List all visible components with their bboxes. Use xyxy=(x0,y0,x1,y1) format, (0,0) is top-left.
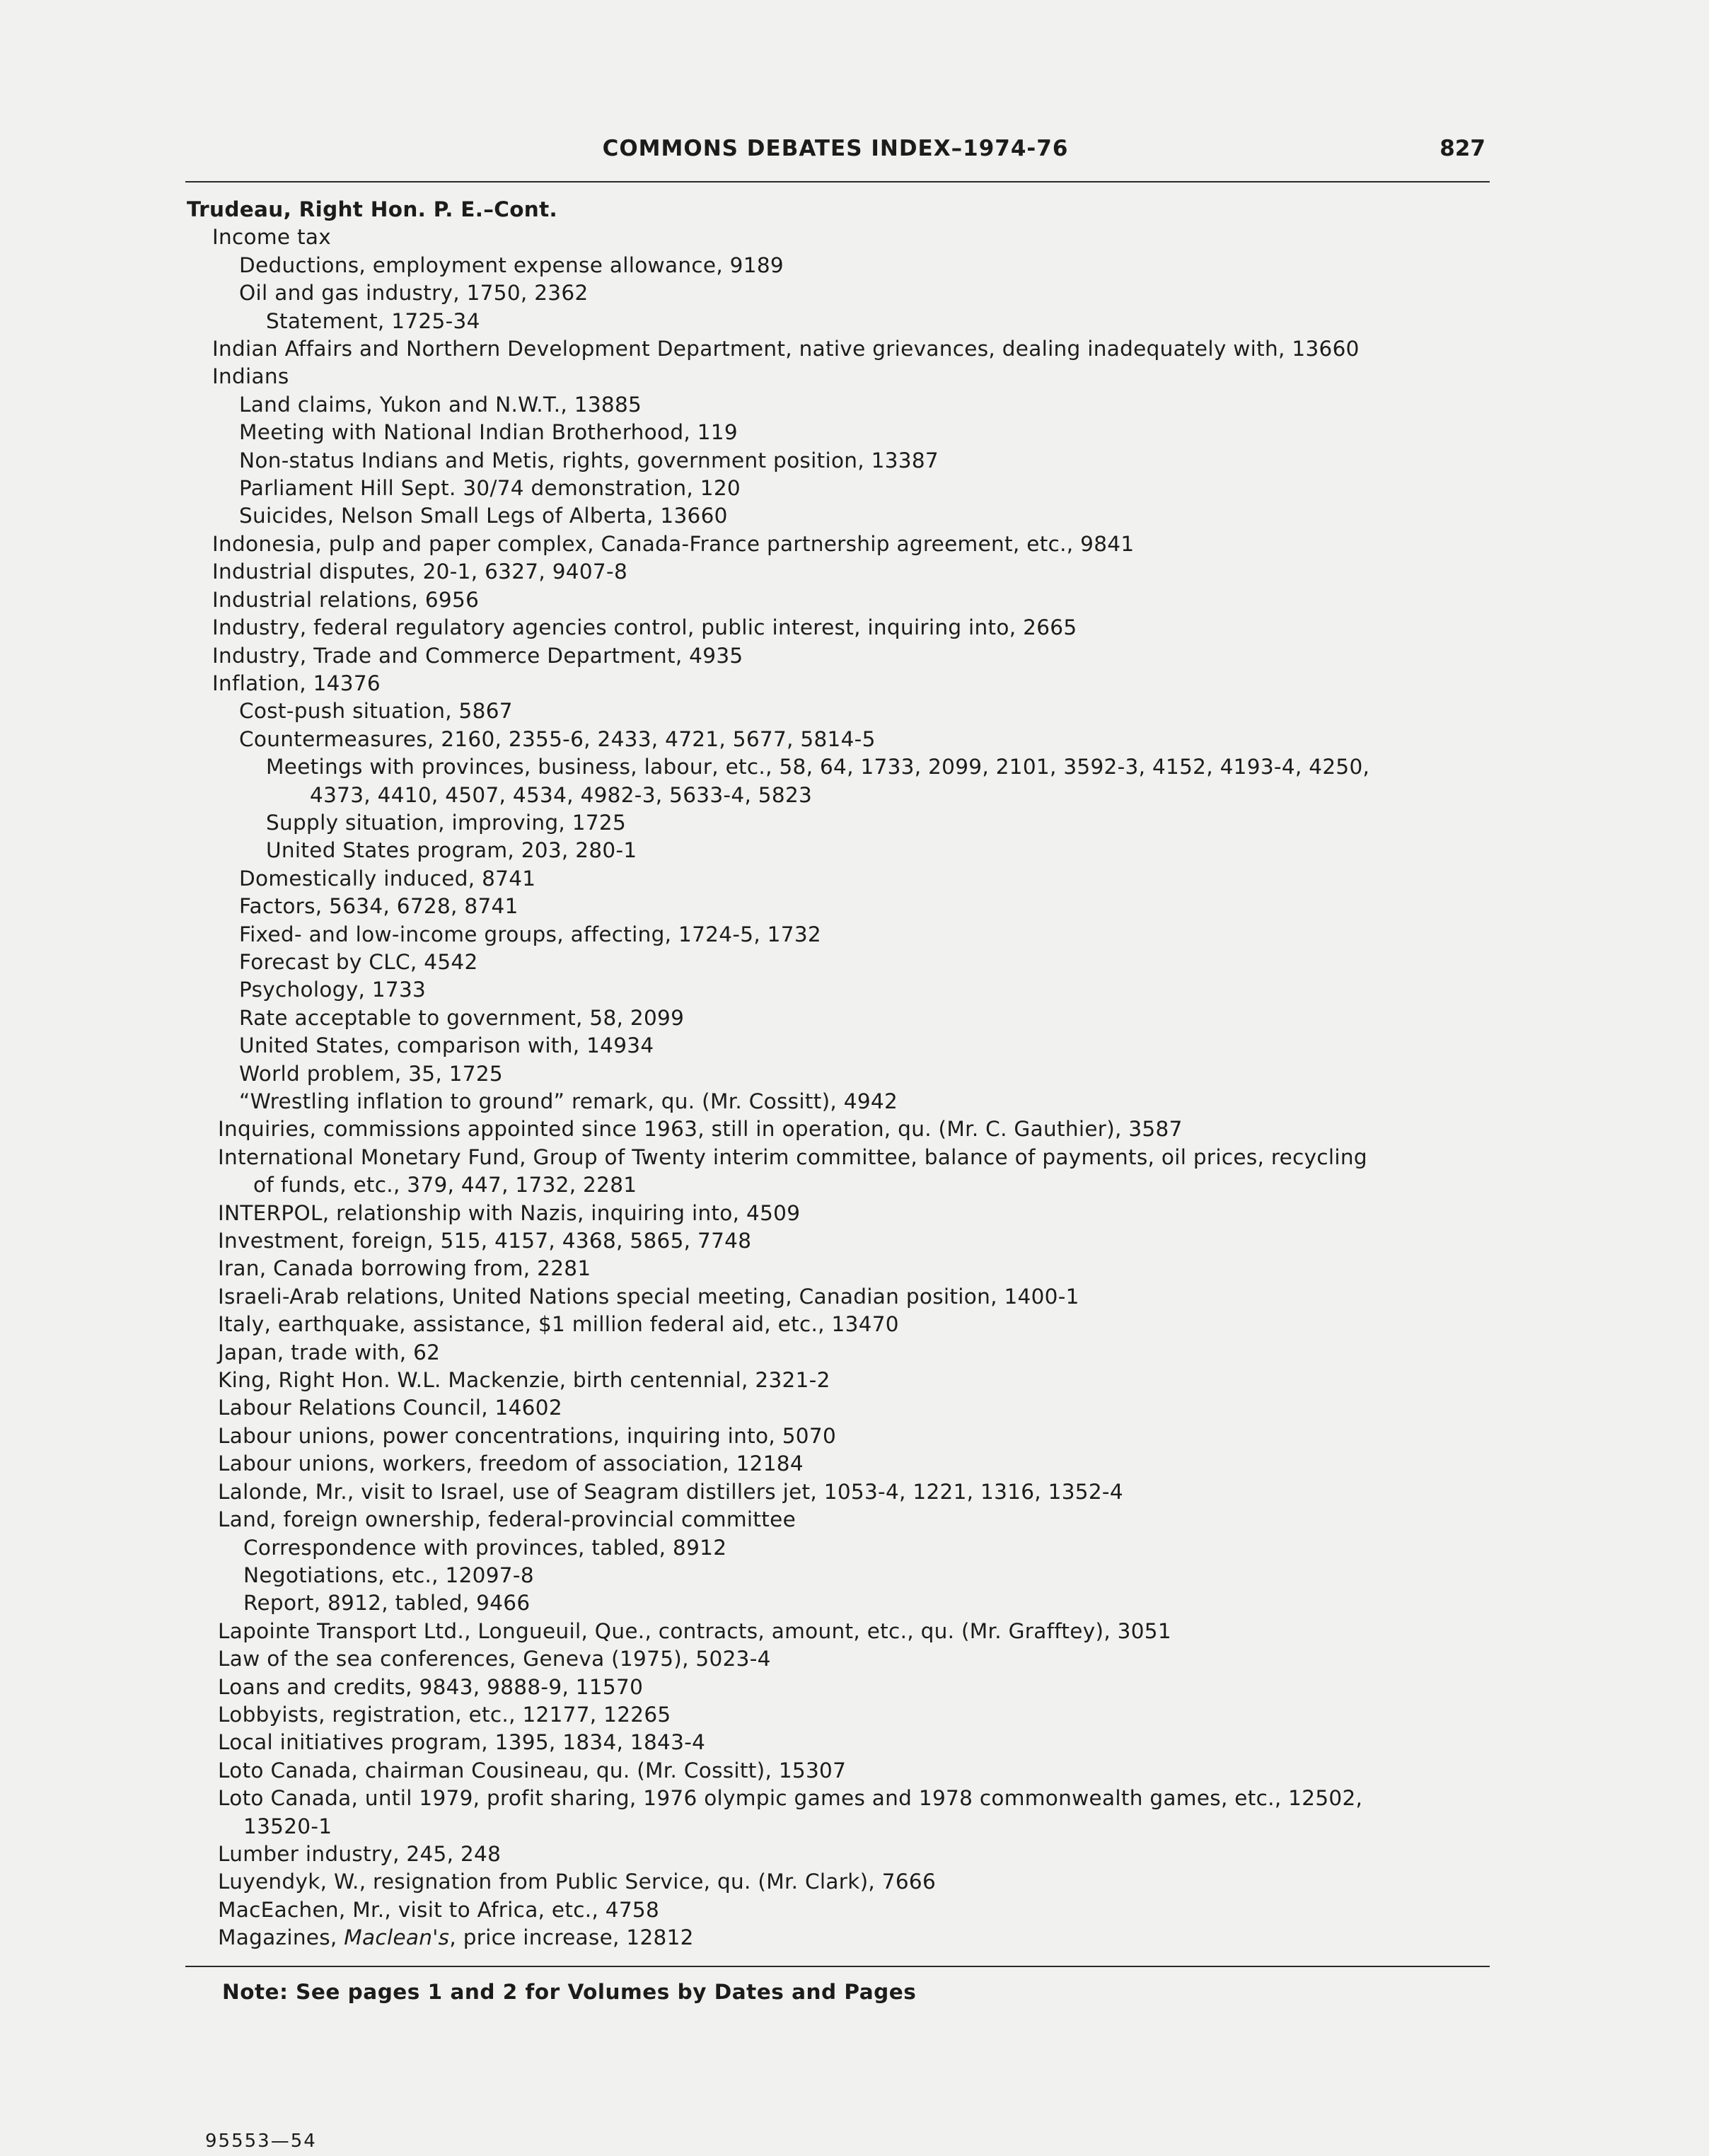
index-entry: Japan, trade with, 62 xyxy=(218,1340,441,1364)
index-entry: Supply situation, improving, 1725 xyxy=(266,810,627,835)
index-entry: Law of the sea conferences, Geneva (1975), 5023-4 xyxy=(218,1647,771,1671)
index-entry: Psychology, 1733 xyxy=(239,978,427,1002)
index-entry: Parliament Hill Sept. 30/74 demonstration, 120 xyxy=(239,476,741,501)
index-entry: 13520-1 xyxy=(243,1814,332,1838)
index-entry-magazines: Magazines, Maclean's, price increase, 12812 xyxy=(218,1925,694,1950)
index-entry: World problem, 35, 1725 xyxy=(239,1061,503,1086)
index-entry: Non-status Indians and Metis, rights, government position, 13387 xyxy=(239,448,939,473)
index-entry: Loans and credits, 9843, 9888-9, 11570 xyxy=(218,1674,644,1699)
index-entry: Fixed- and low-income groups, affecting, 1724-5, 1732 xyxy=(239,922,821,946)
index-entry: 4373, 4410, 4507, 4534, 4982-3, 5633-4, 5823 xyxy=(310,782,813,807)
index-entry: Land, foreign ownership, federal-provincial committee xyxy=(218,1507,796,1532)
index-entries xyxy=(187,196,1502,1952)
index-entry: Industry, Trade and Commerce Department, 4935 xyxy=(212,643,743,668)
volumes-note: Note: See pages 1 and 2 for Volumes by Dates and Pages xyxy=(222,1980,917,2004)
index-entry: Indians xyxy=(212,364,289,389)
index-entry: United States, comparison with, 14934 xyxy=(239,1033,654,1058)
index-entry: United States program, 203, 280-1 xyxy=(266,838,637,863)
index-entry: Oil and gas industry, 1750, 2362 xyxy=(239,281,589,306)
index-entry: Inquiries, commissions appointed since 1963, still in operation, qu. (Mr. C. Gauthier), 3587 xyxy=(218,1117,1183,1142)
index-entry: International Monetary Fund, Group of Twenty interim committee, balance of payments, oil prices, recycling xyxy=(218,1144,1367,1169)
index-heading: Trudeau, Right Hon. P. E.–Cont. xyxy=(187,197,558,221)
index-entry: Industrial relations, 6956 xyxy=(212,587,480,612)
index-entry: of funds, etc., 379, 447, 1732, 2281 xyxy=(253,1173,637,1198)
footer-code: 95553—54 xyxy=(205,2131,317,2152)
index-entry: Negotiations, etc., 12097-8 xyxy=(243,1563,534,1587)
header-rule xyxy=(185,181,1490,182)
page-number: 827 xyxy=(1439,136,1485,161)
footer-rule xyxy=(185,1966,1490,1967)
index-entry: Local initiatives program, 1395, 1834, 1843-4 xyxy=(218,1730,706,1755)
index-entry: Land claims, Yukon and N.W.T., 13885 xyxy=(239,392,642,417)
index-entry: Correspondence with provinces, tabled, 8912 xyxy=(243,1535,727,1560)
index-entry: Industrial disputes, 20-1, 6327, 9407-8 xyxy=(212,560,628,584)
index-entry: Income tax xyxy=(212,225,332,250)
index-entry: Investment, foreign, 515, 4157, 4368, 5865, 7748 xyxy=(218,1229,752,1253)
index-entry: Labour unions, power concentrations, inquiring into, 5070 xyxy=(218,1423,837,1448)
page-title: COMMONS DEBATES INDEX–1974-76 xyxy=(602,136,1069,161)
index-entry: Rate acceptable to government, 58, 2099 xyxy=(239,1005,685,1030)
index-entry: Lapointe Transport Ltd., Longueuil, Que., contracts, amount, etc., qu. (Mr. Grafftey), 3051 xyxy=(218,1618,1171,1643)
index-entry: Labour unions, workers, freedom of association, 12184 xyxy=(218,1451,804,1476)
index-entry: Loto Canada, until 1979, profit sharing, 1976 olympic games and 1978 commonwealth games, etc., 12502, xyxy=(218,1786,1363,1811)
index-entry: Factors, 5634, 6728, 8741 xyxy=(239,894,519,919)
index-entry: Italy, earthquake, assistance, $1 million federal aid, etc., 13470 xyxy=(218,1312,899,1337)
index-entry: Meeting with National Indian Brotherhood, 119 xyxy=(239,420,738,445)
index-entry: Domestically induced, 8741 xyxy=(239,866,536,891)
index-entry: Industry, federal regulatory agencies control, public interest, inquiring into, 2665 xyxy=(212,615,1077,640)
index-entry: Labour Relations Council, 14602 xyxy=(218,1396,562,1420)
index-entry: Forecast by CLC, 4542 xyxy=(239,949,478,974)
italic-title: Maclean's xyxy=(344,1925,450,1950)
index-entry: Indonesia, pulp and paper complex, Canada-France partnership agreement, etc., 9841 xyxy=(212,531,1135,556)
index-entry: Iran, Canada borrowing from, 2281 xyxy=(218,1256,591,1281)
index-entry: “Wrestling inflation to ground” remark, qu. (Mr. Cossitt), 4942 xyxy=(239,1089,898,1113)
index-entry: Countermeasures, 2160, 2355-6, 2433, 4721, 5677, 5814-5 xyxy=(239,726,876,751)
index-entry: Lalonde, Mr., visit to Israel, use of Seagram distillers jet, 1053-4, 1221, 1316, 1352-4 xyxy=(218,1479,1123,1504)
index-entry: Luyendyk, W., resignation from Public Service, qu. (Mr. Clark), 7666 xyxy=(218,1870,937,1894)
index-entry: Statement, 1725-34 xyxy=(266,308,480,333)
index-entry: Lumber industry, 245, 248 xyxy=(218,1841,502,1866)
index-entry: Lobbyists, registration, etc., 12177, 12265 xyxy=(218,1702,671,1727)
index-entry: Deductions, employment expense allowance, 9189 xyxy=(239,253,784,277)
index-entry: Cost-push situation, 5867 xyxy=(239,699,513,724)
page-header xyxy=(185,136,1485,171)
index-entry: MacEachen, Mr., visit to Africa, etc., 4758 xyxy=(218,1897,660,1922)
index-entry: Report, 8912, tabled, 9466 xyxy=(243,1591,531,1616)
index-entry: Israeli-Arab relations, United Nations special meeting, Canadian position, 1400-1 xyxy=(218,1284,1079,1309)
index-entry: INTERPOL, relationship with Nazis, inquiring into, 4509 xyxy=(218,1200,801,1225)
index-entry: King, Right Hon. W.L. Mackenzie, birth centennial, 2321-2 xyxy=(218,1368,830,1393)
index-entry: Indian Affairs and Northern Development Department, native grievances, dealing inadequately with, 13660 xyxy=(212,337,1360,361)
index-entry: Inflation, 14376 xyxy=(212,671,381,695)
index-entry: Suicides, Nelson Small Legs of Alberta, 13660 xyxy=(239,504,728,528)
index-entry: Meetings with provinces, business, labour, etc., 58, 64, 1733, 2099, 2101, 3592-3, 4152, 4193-4, 4250, xyxy=(266,755,1370,779)
index-entry: Loto Canada, chairman Cousineau, qu. (Mr. Cossitt), 15307 xyxy=(218,1758,847,1783)
